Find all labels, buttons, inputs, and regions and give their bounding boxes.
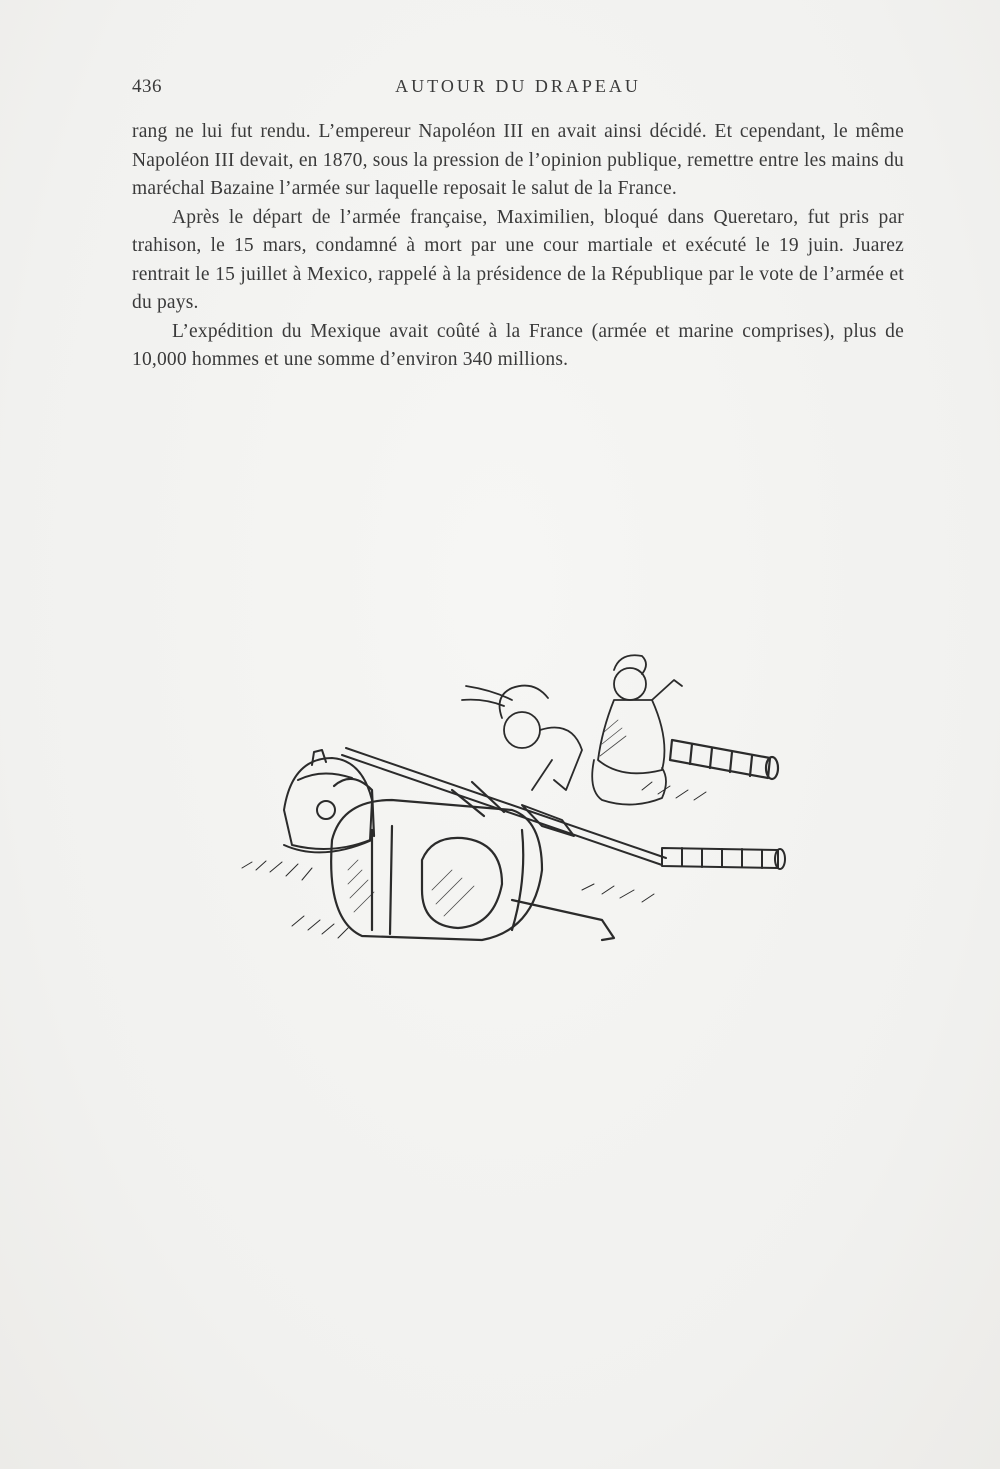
cannon-barrel-lower bbox=[662, 848, 785, 869]
engraving-illustration bbox=[222, 640, 802, 980]
running-title: AUTOUR DU DRAPEAU bbox=[395, 76, 641, 96]
shading bbox=[348, 720, 626, 916]
paragraph-1: rang ne lui fut rendu. L’empereur Napoléon III en avait ainsi décidé. Et cependant, le même Napoléon III devait, en 1870, sous la pression de l’opinion publique, remettre entre les mains du maréchal Bazaine l’armée sur laquelle reposait le salut de la France. bbox=[132, 121, 904, 199]
engraving-drawing bbox=[222, 640, 802, 980]
paragraph-2: Après le départ de l’armée française, Maximilien, bloqué dans Queretaro, fut pris par trahison, le 15 mars, condamné à mort par une cour martiale et exécuté le 19 juin. Juarez rentrait le 15 juillet à Mexico, rappelé à la présidence de la République par le vote de l’armée et du pays. bbox=[132, 206, 904, 313]
page-header bbox=[132, 76, 904, 104]
paragraph-3: L’expédition du Mexique avait coûté à la France (armée et marine comprises), plus de 10,000 hommes et une somme d’environ 340 millions. bbox=[132, 320, 904, 370]
ground-hatching bbox=[242, 782, 706, 938]
page-number: 436 bbox=[132, 76, 162, 97]
cannon bbox=[670, 740, 778, 779]
backpack bbox=[331, 779, 614, 940]
figure-right bbox=[592, 655, 682, 804]
figure-left bbox=[462, 686, 582, 790]
helmet bbox=[284, 750, 372, 852]
body-text bbox=[132, 118, 904, 375]
